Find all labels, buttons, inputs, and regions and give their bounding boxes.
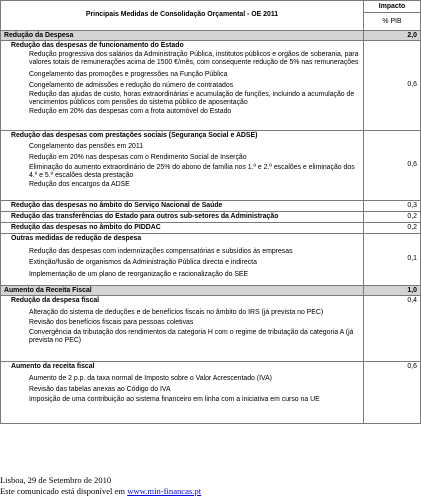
section-name: Aumento da Receita Fiscal bbox=[1, 286, 364, 296]
impact-header: Impacto bbox=[364, 1, 421, 13]
group-row bbox=[1, 296, 421, 362]
group-row bbox=[1, 131, 421, 201]
list-item: Redução das ajudas de custo, horas extraordinárias e acumulação de funções, incluindo a acumulação de vencimentos públicos com pensões do sistema público de aposentação bbox=[29, 91, 355, 107]
list-item: Redução das despesas com indemnizações compensatórias e subsídios às empresas bbox=[29, 248, 293, 256]
section-value: 1,0 bbox=[364, 286, 421, 296]
footer bbox=[0, 475, 201, 496]
list-item: Extinção/fusão de organismos da Administração Pública directa e indirecta bbox=[29, 259, 257, 267]
section-row bbox=[1, 286, 421, 296]
list-item: Redução em 20% das despesas com a frota automóvel do Estado bbox=[29, 108, 232, 116]
group-cell bbox=[1, 234, 364, 286]
group-heading: Redução das despesas com prestações sociais (Segurança Social e ADSE) bbox=[11, 132, 258, 139]
group-heading: Outras medidas de redução de despesa bbox=[11, 235, 142, 242]
group-value: 0,2 bbox=[364, 212, 421, 223]
group-heading: Redução das despesas no âmbito do Serviço Nacional de Saúde bbox=[1, 201, 364, 212]
list-item: Congelamento de admissões e redução do número de contratados bbox=[29, 81, 234, 89]
list-item: Alteração do sistema de deduções e de benefícios fiscais no âmbito do IRS (já prevista no PEC) bbox=[29, 309, 324, 317]
list-item: Redução progressiva dos salários da Administração Pública, institutos públicos e orgãos de soberania, para valores totais de remunerações acima de 1500 €/mês, com consequente redução de 5% nas remunerações bbox=[29, 51, 359, 67]
group-value: 0,6 bbox=[364, 41, 421, 131]
group-value: 0,3 bbox=[364, 201, 421, 212]
list-item: Congelamento das promoções e progressões na Função Pública bbox=[29, 70, 228, 78]
group-cell bbox=[1, 131, 364, 201]
group-value: 0,1 bbox=[364, 234, 421, 286]
list-item: Implementação de um plano de reorganização e racionalização do SEE bbox=[29, 270, 249, 278]
footer-availability bbox=[0, 486, 201, 497]
list-item: Congelamento das pensões em 2011 bbox=[29, 143, 144, 151]
group-heading: Redução das transferências do Estado para outros sub-setores da Administração bbox=[1, 212, 364, 223]
list-item: Redução em 20% nas despesas com o Rendimento Social de Inserção bbox=[29, 154, 247, 162]
website-link[interactable]: www.min-financas.pt bbox=[127, 485, 202, 496]
list-item: Eliminação do aumento extraordinário de 25% do abono de família nos 1.º e 2.º escalões e eliminação dos 4.º e 5.º escalões desta prestação bbox=[29, 163, 355, 179]
group-cell bbox=[1, 41, 364, 131]
section-name: Redução da Despesa bbox=[1, 31, 364, 41]
group-row bbox=[1, 212, 421, 223]
group-row bbox=[1, 234, 421, 286]
section-value: 2,0 bbox=[364, 31, 421, 41]
group-heading: Redução das despesas de funcionamento do Estado bbox=[11, 42, 184, 49]
list-item: Aumento de 2 p.p. da taxa normal de Imposto sobre o Valor Acrescentado (IVA) bbox=[29, 375, 272, 383]
group-cell bbox=[1, 362, 364, 424]
group-row bbox=[1, 41, 421, 131]
section-row bbox=[1, 31, 421, 41]
list-item: Convergência da tributação dos rendimentos da categoria H com o regime de tributação da categoria A (já prevista no PEC) bbox=[29, 328, 354, 344]
list-item: Redução dos encargos da ADSE bbox=[29, 181, 130, 189]
group-cell bbox=[1, 296, 364, 362]
group-value: 0,6 bbox=[364, 131, 421, 201]
group-row bbox=[1, 201, 421, 212]
group-value: 0,4 bbox=[364, 296, 421, 362]
group-heading: Redução das despesas no âmbito do PIDDAC bbox=[1, 223, 364, 234]
list-item: Revisão das tabelas anexas ao Código do IVA bbox=[29, 386, 171, 394]
unit-header: % PIB bbox=[364, 13, 421, 31]
table-title: Principais Medidas de Consolidação Orçamental - OE 2011 bbox=[1, 1, 364, 31]
group-heading: Redução da despesa fiscal bbox=[11, 297, 100, 304]
list-item: Imposição de uma contribuição ao sistema financeiro em linha com a iniciativa em curso na UE bbox=[29, 395, 320, 403]
group-row bbox=[1, 362, 421, 424]
group-value: 0,2 bbox=[364, 223, 421, 234]
list-item: Revisão dos benefícios fiscais para pessoas coletivas bbox=[29, 319, 194, 327]
group-value: 0,6 bbox=[364, 362, 421, 424]
availability-text: Este comunicado está disponível em bbox=[0, 485, 128, 496]
group-heading: Aumento da receita fiscal bbox=[11, 363, 95, 370]
footer-date: Lisboa, 29 de Setembro de 2010 bbox=[0, 475, 112, 485]
group-row bbox=[1, 223, 421, 234]
